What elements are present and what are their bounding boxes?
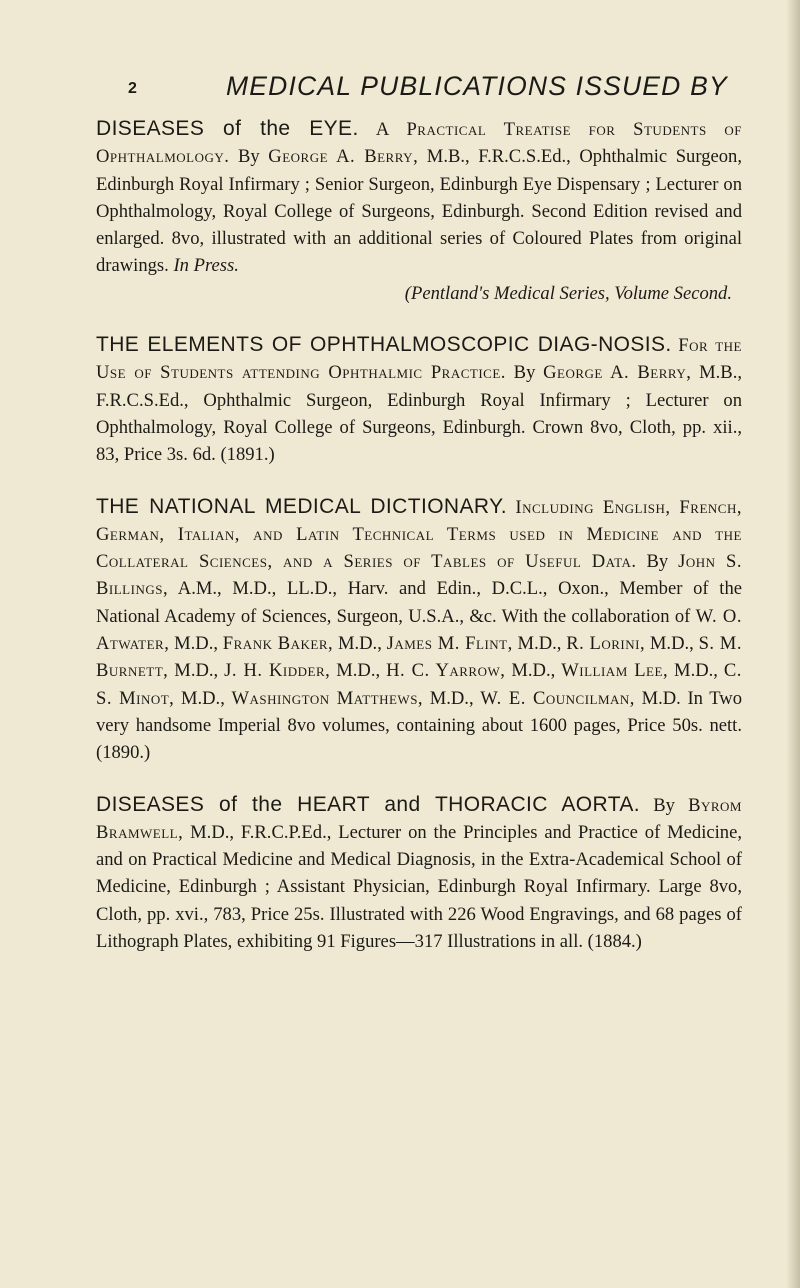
- collaborator: [223, 633, 382, 654]
- collaborator-degree: M.D.,: [174, 633, 219, 655]
- collaborator-name: William Lee,: [561, 660, 669, 682]
- publication-entry: [96, 115, 742, 307]
- collaborator-name: W. E. Councilman,: [480, 687, 635, 709]
- collaborator: [224, 660, 380, 681]
- collaborator-name: H. C. Yarrow,: [386, 660, 506, 682]
- collaborator-name: S. M. Burnett,: [96, 633, 742, 682]
- collaborator-degree: M.D.,: [337, 633, 382, 655]
- entry-by: By: [646, 551, 669, 573]
- running-title: MEDICAL PUBLICATIONS ISSUED BY: [226, 71, 728, 101]
- entry-series: (Pentland's Medical Series, Volume Second.: [404, 282, 732, 304]
- entry-author: Byrom Bramwell,: [96, 794, 742, 843]
- collaborator-degree: M.D.,: [517, 633, 562, 655]
- page-edge-shadow: [786, 0, 800, 1288]
- entry-by: By: [653, 794, 675, 816]
- collaborator-degree: M.D.,: [674, 660, 718, 682]
- entry-by: By: [237, 146, 260, 168]
- page-number: 2: [128, 80, 137, 97]
- collaborator-name: Washington Matthews,: [231, 687, 424, 709]
- entry-author: George A. Berry,: [268, 146, 419, 168]
- entry-by: By: [513, 362, 536, 384]
- entry-subtitle: Including English, French, German, Italian, and Latin Technical Terms used in Medicine and the Collateral Sciences, and a Series of Tables of Useful Data.: [96, 496, 742, 573]
- entry-subtitle: A Practical Treatise for Students of Ophthalmology.: [96, 119, 743, 168]
- entry-author: George A. Berry,: [543, 362, 692, 384]
- collaborator: [387, 633, 562, 654]
- entry-subject: DISEASES of the HEART and THORACIC AORTA.: [96, 792, 641, 816]
- collaborator-name: James M. Flint,: [386, 633, 513, 655]
- collaborator: [561, 660, 718, 681]
- entry-description: M.D., F.R.C.P.Ed., Lecturer on the Principles and Practice of Medicine, and on Practical Medicine and Medical Diagnosis, in the Extra-Academical School of Medicine, Edinburgh ; Assistant Physician, Edinburgh Royal Infirmary. Large 8vo, Cloth, pp. xvi., 783, Price 25s. Illustrated with 226 Wood Engravings, and 68 pages of Lithograph Plates, exhibiting 91 Figures—317 Illustrations in all. (1884.): [96, 821, 743, 953]
- entry-subject: THE NATIONAL MEDICAL DICTIONARY.: [96, 494, 508, 518]
- running-head: [0, 64, 800, 104]
- collaborator-name: J. H. Kidder,: [224, 660, 331, 682]
- entry-description: In Two very handsome Imperial 8vo volumes, containing about 1600 pages, Price 50s. nett. (1890.): [96, 687, 743, 764]
- publication-list: [96, 115, 742, 979]
- collaborator: [480, 688, 681, 709]
- collaborator: [231, 688, 473, 709]
- entry-subject: THE ELEMENTS OF OPHTHALMOSCOPIC DIAG-NOSIS.: [96, 333, 672, 357]
- collaborator-degree: M.D.,: [511, 660, 556, 682]
- entry-subtitle: For the Use of Students attending Ophthalmic Practice.: [96, 335, 742, 384]
- collaborator-name: W. O. Atwater,: [96, 605, 742, 655]
- entry-author: John S. Billings,: [96, 551, 743, 600]
- collaborator-degree: M.D.,: [429, 687, 474, 709]
- entry-description: M.B., F.R.C.S.Ed., Ophthalmic Surgeon, Edinburgh Royal Infirmary ; Lecturer on Ophthalmology, Royal College of Surgeons, Edinburgh. Crown 8vo, Cloth, pp. xii., 83, Price 3s. 6d. (1891.): [96, 362, 742, 466]
- entry-description: M.B., F.R.C.S.Ed., Ophthalmic Surgeon, Edinburgh Royal Infirmary ; Senior Surgeon, Edinburgh Eye Dispensary ; Lecturer on Ophthalmology, Royal College of Surgeons, Edinburgh. Second Edition revised and enlarged. 8vo, illustrated with an additional series of Coloured Plates from original drawings.: [96, 146, 742, 277]
- collaborator-degree: M.D.,: [174, 660, 219, 682]
- collaborator-degree: M.D.,: [649, 633, 694, 655]
- entry-description: A.M., M.D., LL.D., Harv. and Edin., D.C.L., Oxon., Member of the National Academy of Sciences, Surgeon, U.S.A., &c. With the collaboration of: [96, 578, 742, 627]
- entry-subject: DISEASES of the EYE.: [96, 117, 359, 140]
- collaborator-degree: M.D.,: [180, 687, 225, 709]
- collaborator-name: Frank Baker,: [222, 633, 334, 655]
- collaborator-name: C. S. Minot,: [96, 660, 742, 709]
- collaborator-name: R. Lorini,: [566, 633, 646, 655]
- publication-entry: [96, 791, 742, 956]
- collaborator: [566, 633, 694, 654]
- collaborator: [386, 660, 555, 681]
- collaborator-degree: M.D.,: [336, 660, 381, 682]
- publication-entry: [96, 493, 742, 767]
- publication-entry: [96, 331, 742, 468]
- collaborator-degree: M.D.: [641, 687, 681, 709]
- entry-status: In Press.: [173, 255, 239, 277]
